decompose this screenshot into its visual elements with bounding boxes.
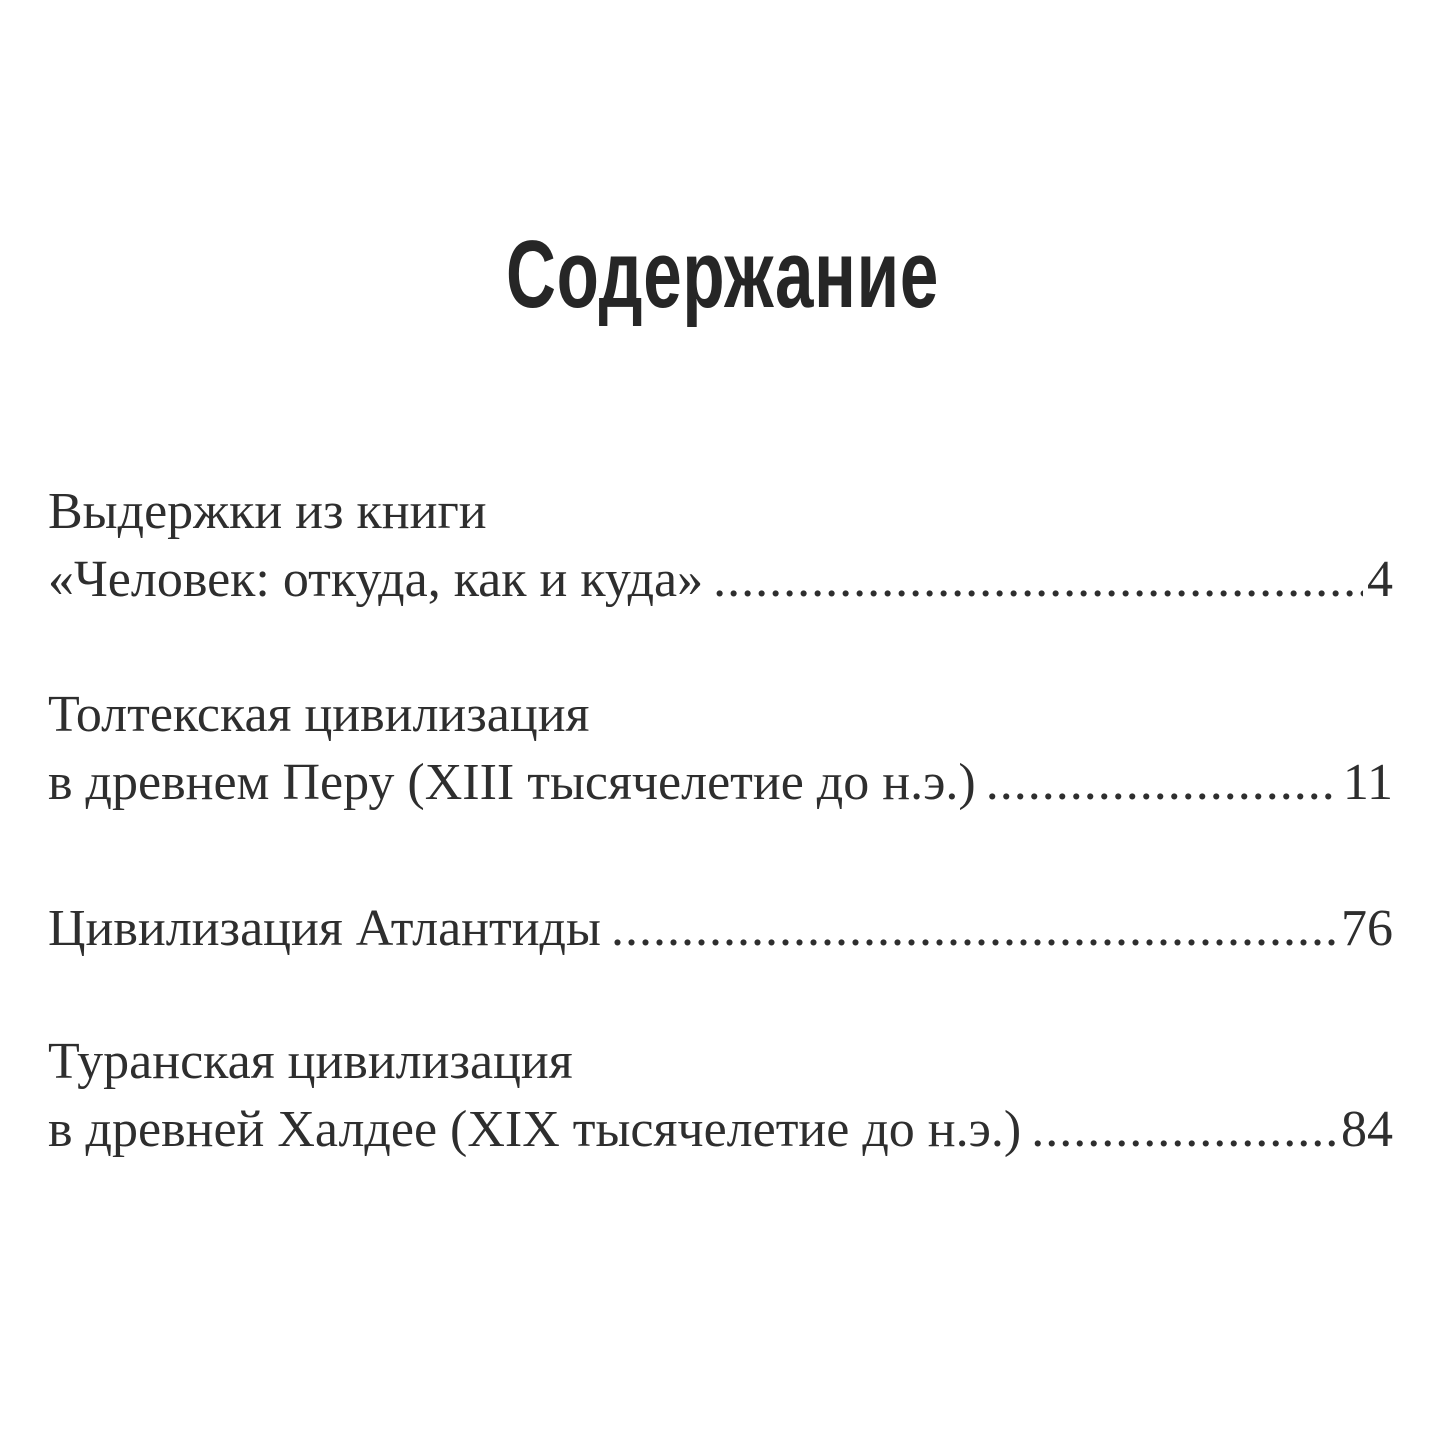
toc-entry: [48, 681, 1393, 817]
toc-entry-final-line: [48, 749, 1393, 817]
page-title: Содержание: [505, 221, 940, 328]
page-number: 11: [1342, 754, 1393, 811]
dot-leader: [611, 895, 1337, 963]
page-number: 4: [1367, 551, 1393, 608]
toc-entry-title-line: Выдержки из книги: [48, 483, 487, 540]
toc-entry-title-line: в древней Халдее (XIX тысячелетие до н.э.): [48, 1101, 1022, 1158]
toc-entry-title-line: Цивилизация Атлантиды: [48, 900, 601, 957]
toc-entry: [48, 895, 1393, 963]
toc-entry-title-line: Толтекская цивилизация: [48, 686, 590, 743]
toc-entry-title-line: «Человек: откуда, как и куда»: [48, 551, 704, 608]
dot-leader: [986, 749, 1339, 817]
toc-entry-title-line: Туранская цивилизация: [48, 1033, 573, 1090]
toc-entry-title-line: в древнем Перу (XIII тысячелетие до н.э.): [48, 754, 976, 811]
toc-entry-final-line: [48, 1096, 1393, 1164]
toc-entry-final-line: [48, 546, 1393, 614]
dot-leader: [1031, 1096, 1337, 1164]
page-number: 84: [1341, 1101, 1393, 1158]
toc-entry: [48, 1028, 1393, 1164]
dot-leader: [713, 546, 1363, 614]
toc-entry: [48, 478, 1393, 614]
toc-entry-final-line: [48, 895, 1393, 963]
page-number: 76: [1341, 900, 1393, 957]
